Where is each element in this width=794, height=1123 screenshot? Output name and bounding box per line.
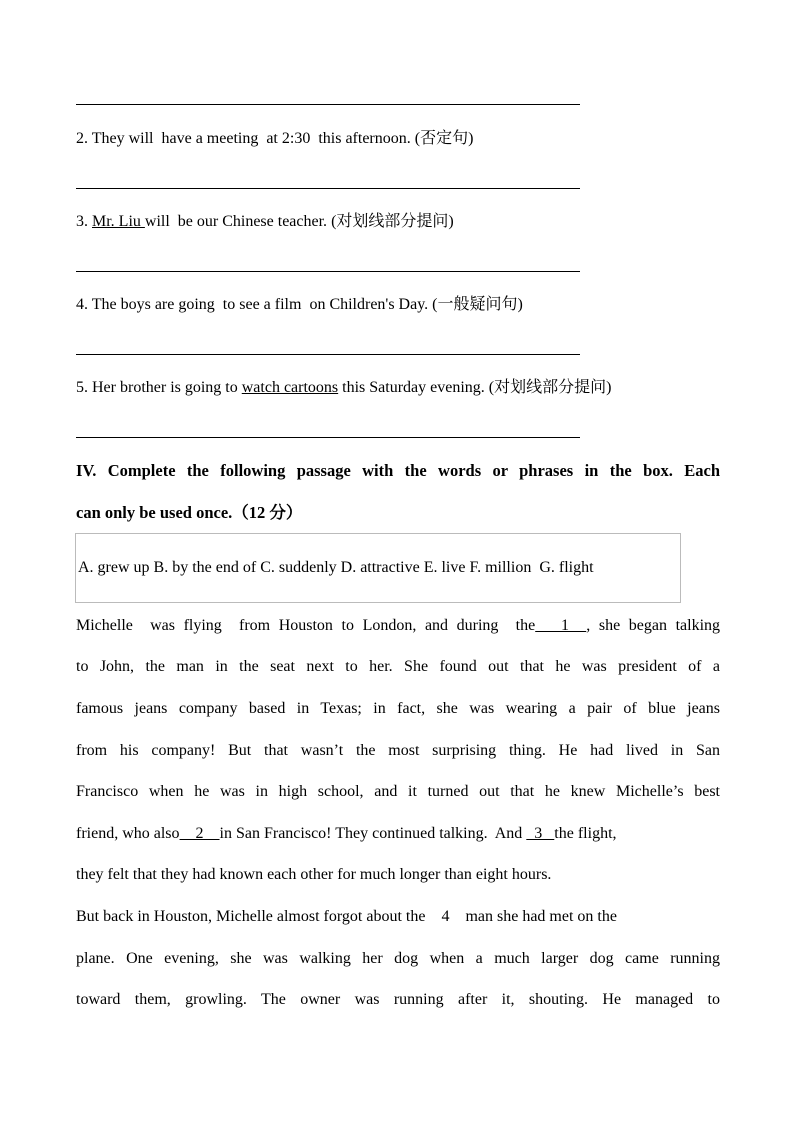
section-heading: IV. Complete the following passage with the words or phrases in the box. Each <box>76 461 720 480</box>
answer-line-1[interactable] <box>76 104 580 105</box>
question-2-text: They will have a meeting at 2:30 this afternoon. <box>91 130 411 147</box>
question-4-number: 4. <box>76 296 88 313</box>
question-3-text: will be our Chinese teacher. <box>144 213 328 230</box>
question-5-post: this Saturday evening. <box>338 379 485 396</box>
question-3-note: (对划线部分提问) <box>331 213 454 230</box>
passage-line-1 <box>76 616 720 636</box>
passage-line-6 <box>76 824 720 844</box>
question-4 <box>76 295 523 315</box>
passage-line-3: famous jeans company based in Texas; in fact, she was wearing a pair of blue jeans <box>76 700 720 717</box>
question-5-pre: Her brother is going to <box>92 379 242 396</box>
answer-line-3[interactable] <box>76 271 580 272</box>
passage-line-4: from his company! But that wasn’t the most surprising thing. He had lived in San <box>76 742 720 759</box>
blank-3[interactable]: 3 <box>526 825 555 842</box>
word-box-options: A. grew up B. by the end of C. suddenly D. attractive E. live F. million G. flight <box>78 559 594 576</box>
question-2-note: (否定句) <box>414 130 474 147</box>
passage-text: , she began talking <box>586 617 721 634</box>
question-5-underlined: watch cartoons <box>241 379 339 396</box>
answer-line-4[interactable] <box>76 354 580 355</box>
passage-line-2: to John, the man in the seat next to her. She found out that he was president of a <box>76 658 720 675</box>
passage-line-7: they felt that they had known each other for much longer than eight hours. <box>76 866 552 883</box>
passage-line-10: toward them, growling. The owner was running after it, shouting. He managed to <box>76 991 720 1008</box>
passage-text: in San Francisco! They continued talking. And <box>219 825 527 842</box>
question-3-number: 3. <box>76 213 88 230</box>
question-2-number: 2. <box>76 130 88 147</box>
passage-text: Michelle was flying from Houston to London, and during the <box>76 617 536 634</box>
passage-text: friend, who also <box>76 825 180 842</box>
passage-text: But back in Houston, Michelle almost forgot about the <box>76 908 426 925</box>
blank-2[interactable]: 2 <box>179 825 220 842</box>
blank-4[interactable]: 4 <box>425 908 466 925</box>
question-3 <box>76 212 454 232</box>
answer-line-5[interactable] <box>76 437 580 438</box>
question-4-note: (一般疑问句) <box>432 296 523 313</box>
passage-line-8 <box>76 907 720 927</box>
passage-line-5: Francisco when he was in high school, and it turned out that he knew Michelle’s best <box>76 783 720 800</box>
question-3-underlined: Mr. Liu <box>92 213 145 230</box>
question-4-text: The boys are going to see a film on Children's Day. <box>91 296 429 313</box>
question-2 <box>76 129 473 149</box>
blank-1[interactable]: 1 <box>535 617 587 634</box>
section-heading-cont: can only be used once.（12 分） <box>76 503 303 522</box>
word-box <box>75 533 681 603</box>
passage-text: the flight, <box>554 825 617 842</box>
question-5-note: (对划线部分提问) <box>488 379 612 396</box>
question-5-number: 5. <box>76 379 88 396</box>
passage-line-9: plane. One evening, she was walking her dog when a much larger dog came running <box>76 950 720 967</box>
answer-line-2[interactable] <box>76 188 580 189</box>
passage-text: man she had met on the <box>465 908 617 925</box>
question-5 <box>76 378 611 398</box>
